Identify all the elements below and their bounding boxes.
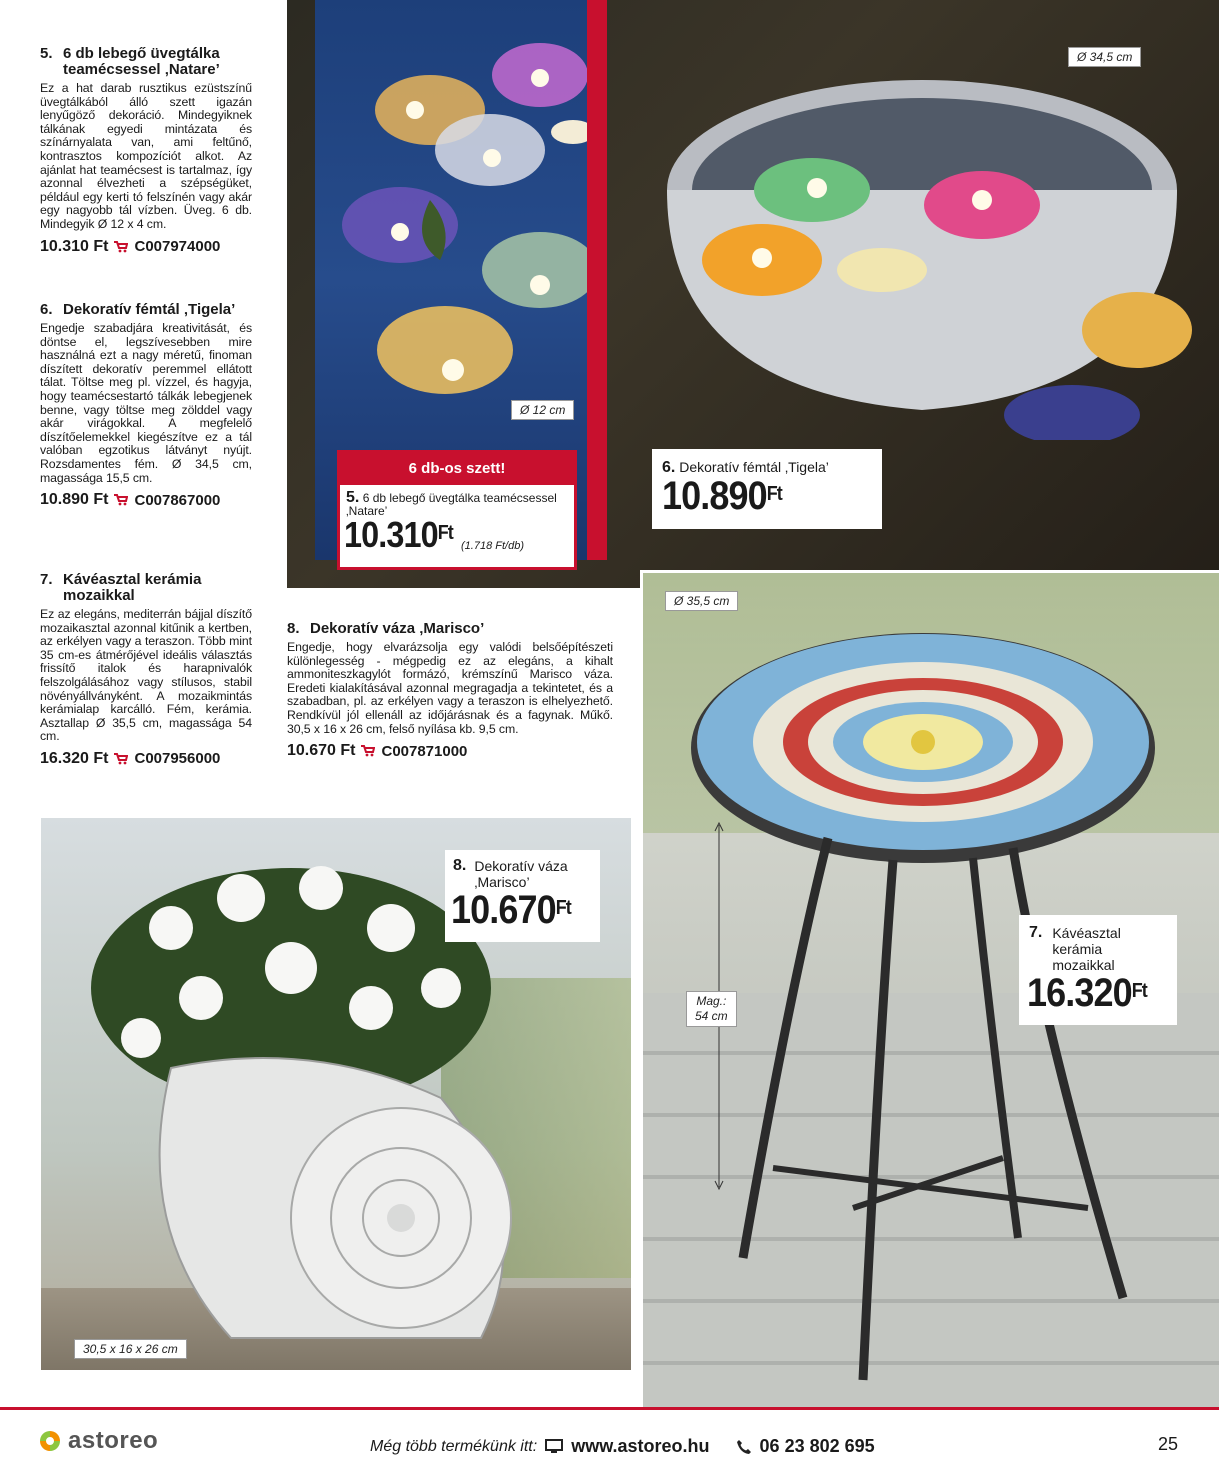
product-6-heading: 6. Dekoratív fémtál ‚Tigela’ bbox=[40, 301, 236, 318]
set-banner: 6 db-os szett! bbox=[340, 453, 574, 485]
product-6-description: Engedje szabadjára kreativitását, és döntse el, legszívesebben mire használná ezt a nagy méretű, finoman díszített dekoratív peremmel ellátott tálat. Töltse meg pl. vízzel, és hagyja, hogy teamécsestartó tálkák lebegjenek benne, vagy töltse meg zölddel vagy akár virágokkal. A megfelelő díszítőelemekkel kiegészítve ez a tál valóban egzotikus látványt nyújt. Rozsdamentes fém. Ø 34,5 cm, magassága 15,5 cm. bbox=[40, 321, 252, 485]
price-box-6 bbox=[652, 449, 882, 529]
product-7-code: C007956000 bbox=[134, 750, 221, 768]
metal-bowl-illustration bbox=[642, 40, 1202, 440]
more-products-text: Még több termékünk itt: bbox=[370, 1437, 538, 1455]
height-label: Mag.: 54 cm bbox=[686, 991, 737, 1027]
product-5-title: 6 db lebegő üvegtálka teamécsessel ‚Natare’ bbox=[63, 45, 220, 78]
footer-contact bbox=[370, 1436, 875, 1457]
product-8-price-line bbox=[287, 742, 613, 760]
price-box-5 bbox=[337, 450, 577, 570]
product-7-heading: 7. Kávéasztal kerámia mozaikkal bbox=[40, 572, 252, 604]
product-8-title: Dekoratív váza ‚Marisco’ bbox=[310, 620, 485, 637]
page-number: 25 bbox=[1158, 1434, 1179, 1454]
monitor-icon bbox=[545, 1439, 563, 1454]
phone-icon bbox=[736, 1439, 752, 1455]
product-5-text bbox=[40, 46, 252, 256]
product-8-description: Engedje, hogy elvarázsolja egy valódi belsőépítészeti különlegesség - mégpedig ez az elegáns, a kihalt ammoniteszkagylót formázó, krémszínű Marisco váza. Eredeti kialakításával azonnal megragadja a tekintetet, és a szabadban, pl. az erkélyen vagy a teraszon is elhelyezhető. Rendkívül jól ellenáll az időjárásnak és a fagynak. Műkő. 30,5 x 16 x 26 cm, felső nyílása kb. 9,5 cm. bbox=[287, 640, 613, 736]
website-link[interactable]: www.astoreo.hu bbox=[571, 1436, 710, 1456]
product-7-description: Ez az elegáns, mediterrán bájjal díszítő mozaikasztal azonnal kitűnik a kertben, az erkélyen vagy a teraszon. Több mint 35 cm-es átmérőjével ideális választás frissítő italok és harapnivalók felszolgálásához vagy stílusos, stabil növényállványként. A mozaikmintás kerámialap karcálló. Fém, kerámia. Asztallap Ø 35,5 cm, magassága 54 cm. bbox=[40, 607, 252, 744]
product-6-price-line bbox=[40, 491, 252, 509]
product-8-heading: 8. Dekoratív váza ‚Marisco’ bbox=[287, 620, 485, 637]
phone-number[interactable]: 06 23 802 695 bbox=[759, 1436, 875, 1456]
product-7-price: 16.320 Ft bbox=[40, 749, 109, 767]
product-8-code: C007871000 bbox=[381, 742, 468, 760]
price-box-6-title: 6. Dekoratív fémtál ‚Tigela’ bbox=[662, 459, 829, 476]
footer bbox=[0, 1407, 1219, 1483]
product-7-title: Kávéasztal kerámia mozaikkal bbox=[63, 571, 202, 604]
price-box-7-title: 7. Kávéasztal kerámia mozaikkal bbox=[1029, 924, 1121, 973]
product-5-price: 10.310 Ft bbox=[40, 237, 109, 255]
product-6-title: Dekoratív fémtál ‚Tigela’ bbox=[63, 301, 236, 318]
cart-icon[interactable] bbox=[361, 745, 375, 757]
cart-icon[interactable] bbox=[114, 494, 128, 506]
product-8-price: 10.670 Ft bbox=[287, 742, 356, 760]
brand-name: astoreo bbox=[68, 1427, 159, 1454]
product-7-price-line bbox=[40, 750, 252, 768]
dim-label-vase: 30,5 x 16 x 26 cm bbox=[74, 1339, 187, 1359]
product-6-text bbox=[40, 302, 252, 509]
cart-icon[interactable] bbox=[114, 753, 128, 765]
product-7-text bbox=[40, 572, 252, 768]
price-box-5-title: 5. 6 db lebegő üvegtálka teamécsessel ‚Natare’ bbox=[346, 489, 557, 518]
brand-logo[interactable] bbox=[38, 1427, 158, 1455]
dim-label-table: Ø 35,5 cm bbox=[665, 591, 738, 611]
dim-label-bowl: Ø 34,5 cm bbox=[1068, 47, 1141, 67]
product-5-price-line bbox=[40, 238, 252, 256]
product-5-description: Ez a hat darab rusztikus ezüstszínű üvegtálkából álló szett igazán lenyűgöző dekoráció. Mindegyiknek tálkának egyedi mintázata és színárnyalata van, ami feltűnő, kontrasztos kompozíciót alkot. Az ajánlat hat teamécsest is tartalmaz, így azonnal élvezheti a szépségüket, például egy kerti tó felszínén vagy akár egy nagyobb tál vízben. Üveg. 6 db. Mindegyik Ø 12 x 4 cm. bbox=[40, 81, 252, 231]
product-6-price: 10.890 Ft bbox=[40, 491, 109, 509]
dim-label-glass: Ø 12 cm bbox=[511, 400, 574, 420]
price-box-8-price: $10.670^{Ft}$ bbox=[451, 888, 571, 932]
cart-icon[interactable] bbox=[114, 241, 128, 253]
price-box-6-price: $10.890^{Ft}$ bbox=[662, 474, 782, 518]
price-box-7-price: $16.320^{Ft}$ bbox=[1027, 971, 1147, 1015]
price-box-8 bbox=[445, 850, 600, 942]
red-accent-strip bbox=[587, 0, 607, 560]
product-6-code: C007867000 bbox=[134, 491, 221, 509]
astoreo-logo-icon bbox=[38, 1429, 62, 1453]
unit-price: (1.718 Ft/db) bbox=[461, 540, 524, 552]
price-box-7 bbox=[1019, 915, 1177, 1025]
price-box-5-price: $10.310^{Ft}$ bbox=[344, 514, 453, 555]
product-8-text bbox=[287, 621, 613, 760]
price-box-5-price-line bbox=[340, 514, 574, 555]
product-5-heading: 5. 6 db lebegő üvegtálka teamécsessel ‚Natare’ bbox=[40, 46, 252, 78]
price-box-8-title: 8. Dekoratív váza ‚Marisco’ bbox=[453, 857, 568, 890]
product-5-code: C007974000 bbox=[134, 238, 221, 256]
